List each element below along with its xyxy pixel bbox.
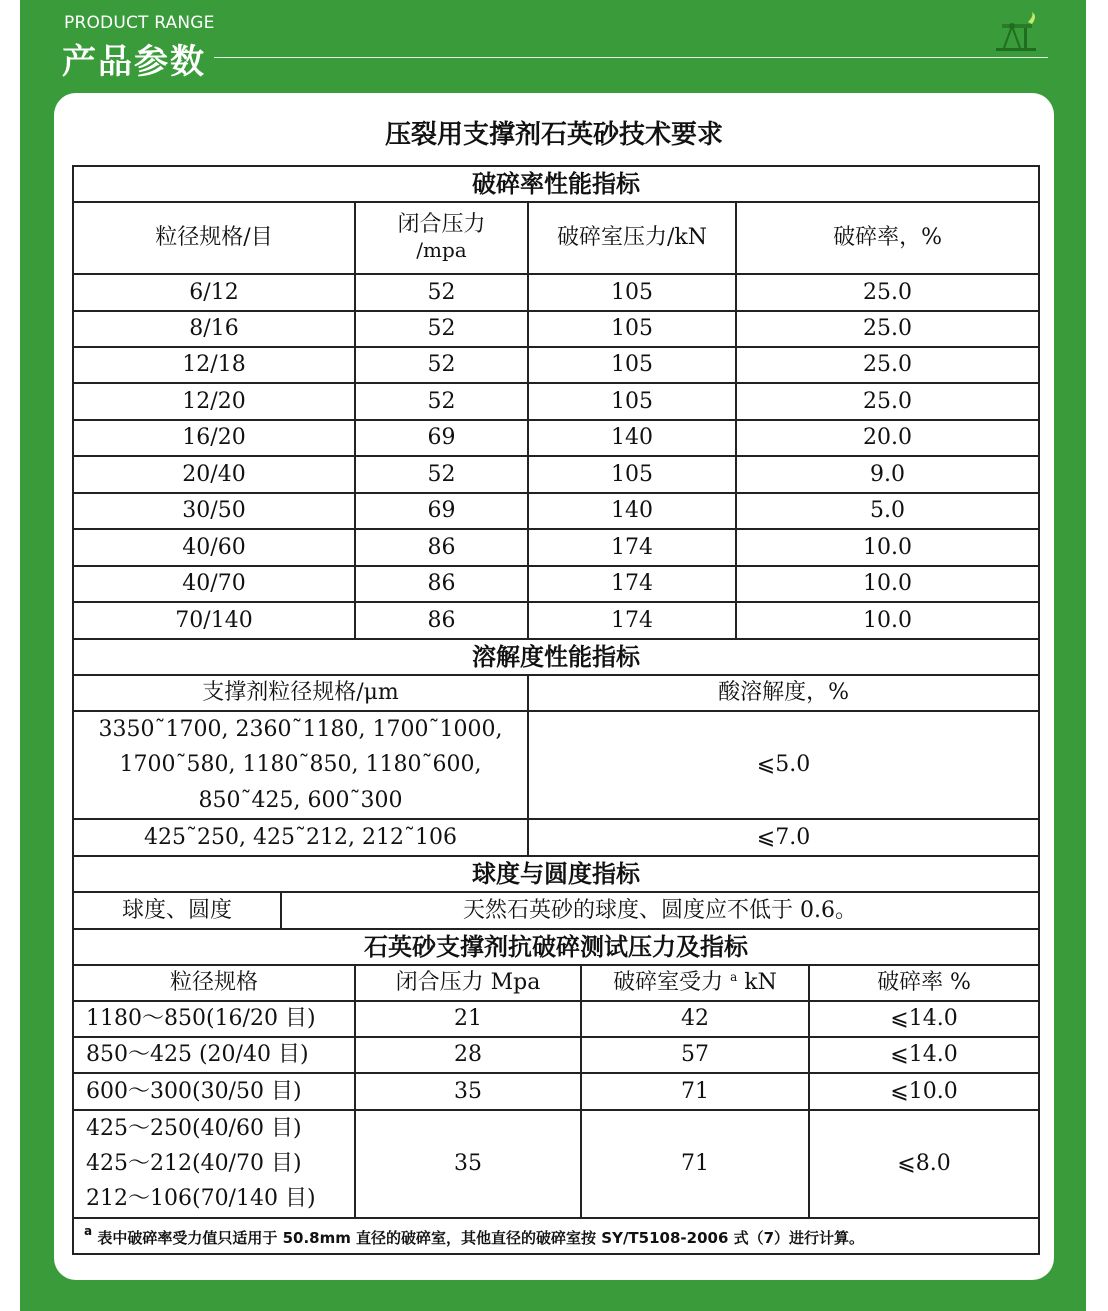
cell-size: 12/18: [73, 347, 355, 383]
cell-force: 140: [528, 493, 736, 529]
spec-table: [72, 165, 1040, 1255]
cell-force: 105: [528, 456, 736, 493]
cell-size-list: 3350˜1700, 2360˜1180, 1700˜1000, 1700˜580, 1180˜850, 1180˜600, 850˜425, 600˜300: [73, 711, 528, 819]
table-row: [73, 420, 1039, 456]
cell-pressure: 35: [355, 1110, 581, 1218]
cell-force: 105: [528, 274, 736, 311]
table-row: [73, 711, 1039, 819]
cell-pressure: 52: [355, 274, 528, 311]
cell-rate: 25.0: [736, 311, 1039, 347]
cell-pressure: 86: [355, 602, 528, 639]
cell-force: 57: [581, 1037, 809, 1073]
cell-size: 70/140: [73, 602, 355, 639]
cell-rate: 9.0: [736, 456, 1039, 493]
cell-pressure: 86: [355, 566, 528, 602]
table-row: [73, 602, 1039, 639]
cell-pressure: 28: [355, 1037, 581, 1073]
header-chinese-title: 产品参数: [62, 42, 206, 82]
table-row: [73, 383, 1039, 420]
cell-rate: ⩽8.0: [809, 1110, 1039, 1218]
cell-pressure: 69: [355, 493, 528, 529]
cell-solubility: ⩽5.0: [528, 711, 1039, 819]
cell-size: 20/40: [73, 456, 355, 493]
col-header-particle-size: 支撑剂粒径规格/μm: [73, 675, 528, 711]
cell-size: 16/20: [73, 420, 355, 456]
table-row: [73, 311, 1039, 347]
table-footnote: $^a$ 表中破碎率受力值只适用于 50.8mm 直径的破碎室，其他直径的破碎室按 SY/T5108-2006 式（7）进行计算。: [73, 1218, 1039, 1254]
table-row: [73, 347, 1039, 383]
cell-rate: 10.0: [736, 529, 1039, 566]
header-divider: [214, 57, 1048, 58]
table-row: [73, 274, 1039, 311]
cell-rate: 25.0: [736, 274, 1039, 311]
table-row: [73, 819, 1039, 856]
table-row: [73, 493, 1039, 529]
table-row: [73, 1001, 1039, 1037]
cell-size: 40/70: [73, 566, 355, 602]
header-english-title: PRODUCT RANGE: [64, 13, 215, 33]
cell-force: 174: [528, 602, 736, 639]
cell-force: 105: [528, 311, 736, 347]
col-header-pressure: 闭合压力 /mpa: [355, 202, 528, 274]
table-row: [73, 456, 1039, 493]
cell-sphericity-label: 球度、圆度: [73, 892, 281, 929]
cell-pressure: 52: [355, 311, 528, 347]
col-header-closure-pressure: 闭合压力 Mpa: [355, 965, 581, 1001]
cell-size: 600～300(30/50 目): [73, 1073, 355, 1110]
crush-section-title: 破碎率性能指标: [73, 166, 1039, 202]
cell-size: 40/60: [73, 529, 355, 566]
cell-pressure: 86: [355, 529, 528, 566]
cell-size: 425～250(40/60 目) 425～212(40/70 目) 212～106(70/140 目): [73, 1110, 355, 1218]
cell-pressure: 21: [355, 1001, 581, 1037]
cell-force: 140: [528, 420, 736, 456]
cell-pressure: 69: [355, 420, 528, 456]
cell-size: 30/50: [73, 493, 355, 529]
table-row: [73, 566, 1039, 602]
oil-pump-icon: [994, 10, 1042, 54]
col-header-chamber-force: 破碎室压力/kN: [528, 202, 736, 274]
table-row: [73, 892, 1039, 929]
cell-rate: 25.0: [736, 347, 1039, 383]
cell-size: 850～425 (20/40 目): [73, 1037, 355, 1073]
col-header-size: 粒径规格/目: [73, 202, 355, 274]
col-header-crush-rate: 破碎率 %: [809, 965, 1039, 1001]
cell-solubility: ⩽7.0: [528, 819, 1039, 856]
cell-pressure: 52: [355, 456, 528, 493]
cell-rate: ⩽10.0: [809, 1073, 1039, 1110]
cell-force: 71: [581, 1110, 809, 1218]
table-row: [73, 1110, 1039, 1218]
cell-rate: 10.0: [736, 602, 1039, 639]
cell-rate: ⩽14.0: [809, 1001, 1039, 1037]
cell-size: 6/12: [73, 274, 355, 311]
cell-force: 174: [528, 529, 736, 566]
page-title: 压裂用支撑剂石英砂技术要求: [384, 120, 723, 150]
cell-rate: 25.0: [736, 383, 1039, 420]
cell-size: 1180～850(16/20 目): [73, 1001, 355, 1037]
cell-size: 12/20: [73, 383, 355, 420]
table-row: [73, 1037, 1039, 1073]
cell-force: 42: [581, 1001, 809, 1037]
cell-rate: ⩽14.0: [809, 1037, 1039, 1073]
sphericity-section-title: 球度与圆度指标: [73, 856, 1039, 892]
cell-sphericity-value: 天然石英砂的球度、圆度应不低于 0.6。: [281, 892, 1039, 929]
table-row: [73, 529, 1039, 566]
solubility-section-title: 溶解度性能指标: [73, 639, 1039, 675]
col-header-size: 粒径规格: [73, 965, 355, 1001]
cell-pressure: 52: [355, 383, 528, 420]
col-header-acid-solubility: 酸溶解度，%: [528, 675, 1039, 711]
col-header-chamber-force: 破碎室受力 $^a$ kN: [581, 965, 809, 1001]
cell-pressure: 35: [355, 1073, 581, 1110]
cell-force: 174: [528, 566, 736, 602]
cell-pressure: 52: [355, 347, 528, 383]
crushtest-section-title: 石英砂支撑剂抗破碎测试压力及指标: [73, 929, 1039, 965]
cell-size: 8/16: [73, 311, 355, 347]
cell-force: 105: [528, 347, 736, 383]
cell-size-list: 425˜250, 425˜212, 212˜106: [73, 819, 528, 856]
table-row: [73, 1073, 1039, 1110]
cell-rate: 20.0: [736, 420, 1039, 456]
cell-rate: 10.0: [736, 566, 1039, 602]
cell-rate: 5.0: [736, 493, 1039, 529]
cell-force: 71: [581, 1073, 809, 1110]
cell-force: 105: [528, 383, 736, 420]
col-header-crush-rate: 破碎率，%: [736, 202, 1039, 274]
